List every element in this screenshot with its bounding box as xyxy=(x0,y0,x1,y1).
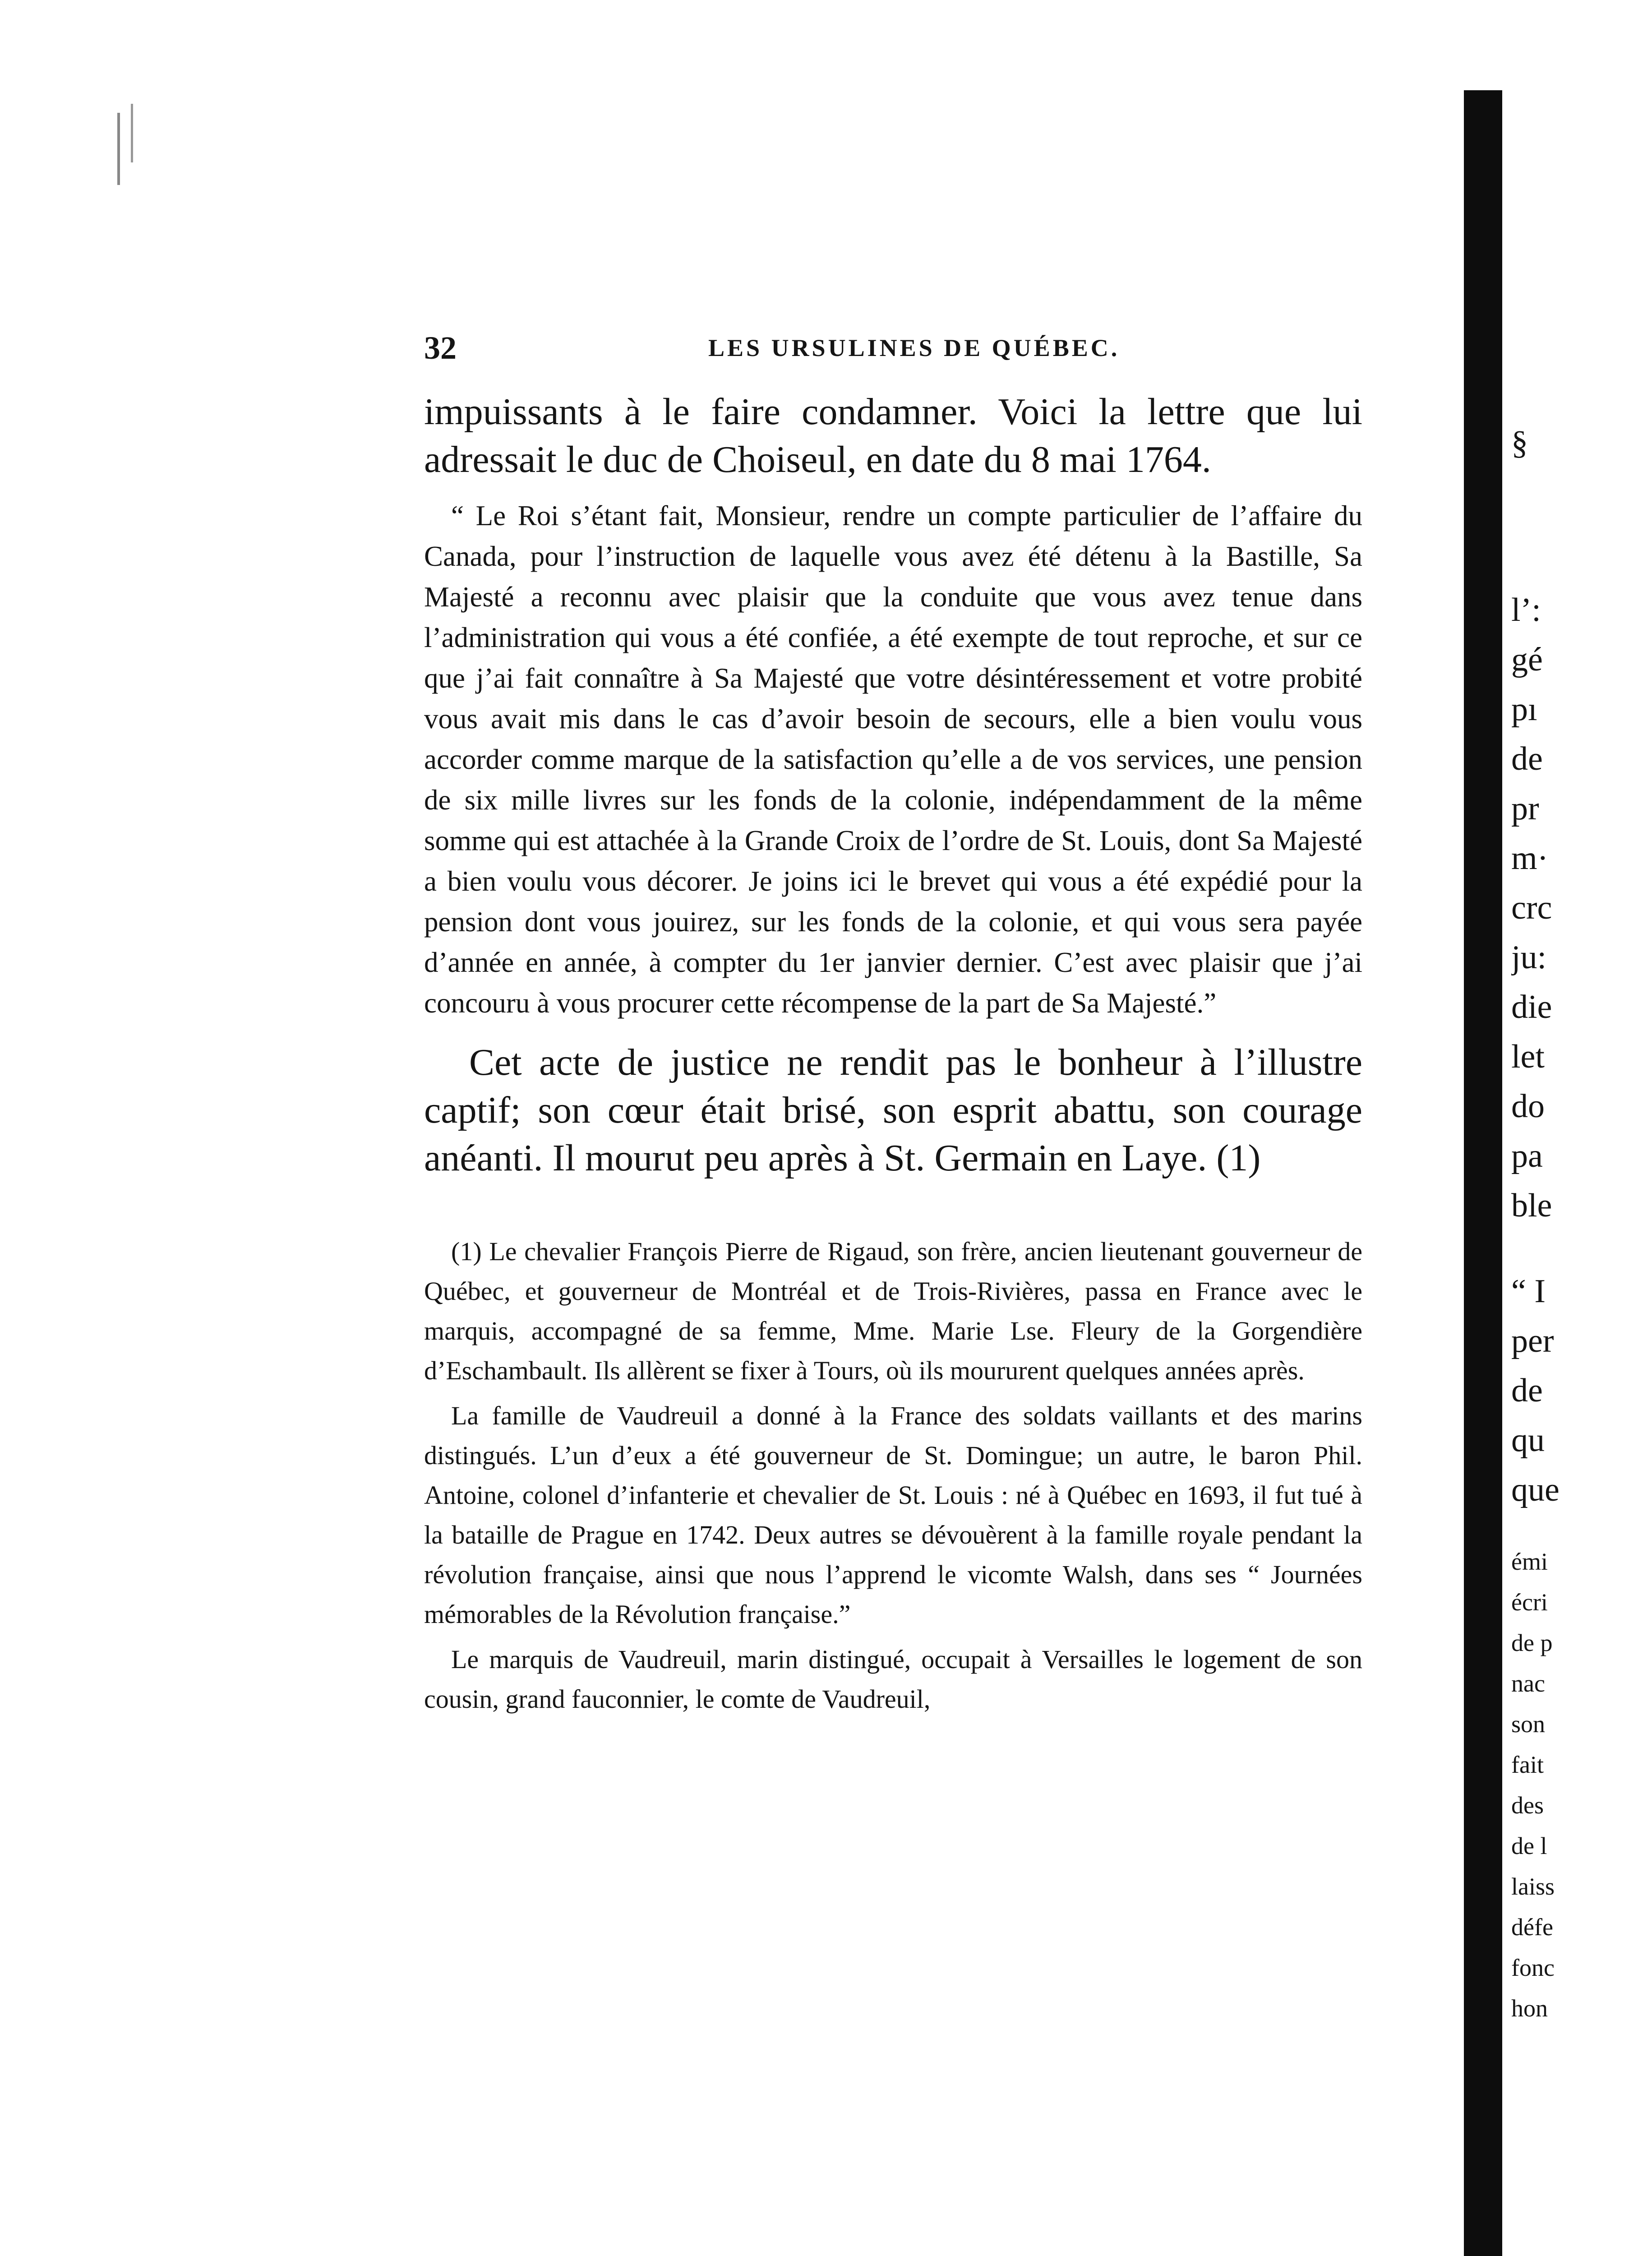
facing-fragment: nac xyxy=(1511,1670,1545,1697)
running-header xyxy=(424,329,1371,370)
facing-fragment: “ I xyxy=(1511,1273,1546,1310)
facing-page-fragment xyxy=(1511,0,1652,2256)
facing-fragment: fonc xyxy=(1511,1954,1555,1981)
facing-fragment: son xyxy=(1511,1710,1546,1738)
body-paragraph-2: Cet acte de justice ne rendit pas le bonheur à l’illustre captif; son cœur était brisé, son esprit abattu, son courage anéanti. Il mourut peu après à St. Germain en Laye. (1) xyxy=(424,1041,1362,1179)
facing-fragment: laiss xyxy=(1511,1873,1555,1900)
facing-fragment: § xyxy=(1511,425,1528,462)
footnote-3: Le marquis de Vaudreuil, marin distingué, occupait à Versailles le logement de son cousin, grand fauconnier, le comte de Vaudreuil, xyxy=(424,1645,1362,1714)
page-number: 32 xyxy=(424,330,457,366)
facing-fragment: pı xyxy=(1511,691,1537,728)
facing-fragment: de l xyxy=(1511,1832,1547,1859)
scan-speck xyxy=(117,113,120,185)
facing-fragment: pr xyxy=(1511,790,1539,827)
facing-fragment: de xyxy=(1511,1372,1543,1409)
facing-fragment: fait xyxy=(1511,1751,1544,1778)
facing-fragment: de p xyxy=(1511,1629,1553,1656)
body-paragraph-1: impuissants à le faire condamner. Voici la lettre que lui adressait le duc de Choiseul, en date du 8 mai 1764. xyxy=(424,391,1362,481)
facing-fragment: défe xyxy=(1511,1914,1553,1941)
main-text-column xyxy=(424,388,1362,1719)
facing-fragment: ju: xyxy=(1511,939,1547,976)
facing-fragment: do xyxy=(1511,1088,1545,1125)
facing-fragment: let xyxy=(1511,1038,1545,1075)
running-title: LES URSULINES DE QUÉBEC. xyxy=(708,334,1120,361)
facing-fragment: die xyxy=(1511,989,1552,1026)
facing-fragment: que xyxy=(1511,1471,1560,1508)
facing-fragment: qu xyxy=(1511,1422,1545,1459)
facing-fragment: m· xyxy=(1511,840,1549,877)
footnote-1: (1) Le chevalier François Pierre de Rigaud, son frère, ancien lieutenant gouverneur de Québec, et gouverneur de Montréal et de Trois-Rivières, passa en France avec le marquis, accompagné de sa femme, Mme. Marie Lse. Fleury de la Gorgendière d’Eschambault. Ils allèrent se fixer à Tours, où ils moururent quelques années après. xyxy=(424,1237,1362,1385)
facing-fragment: ble xyxy=(1511,1187,1552,1224)
quoted-letter: “ Le Roi s’étant fait, Monsieur, rendre un compte particulier de l’affaire du Canada, pour l’instruction de laquelle vous avez été détenu à la Bastille, Sa Majesté a reconnu avec plaisir que la conduite que vous avez tenue dans l’administration qui vous a été confiée, a été exempte de tout reproche, et sur ce que j’ai fait connaître à Sa Majesté que votre désintéressement et votre probité vous avait mis dans le cas d’avoir besoin de secours, elle a bien voulu vous accorder comme marque de la satisfaction qu’elle a de vos services, une pension de six mille livres sur les fonds de la colonie, indépendamment de la même somme qui est attachée à la Grande Croix de l’ordre de St. Louis, dont Sa Majesté a bien voulu vous décorer. Je joins ici le brevet qui vous a été expédié pour la pension dont vous jouirez, sur les fonds de la colonie, et qui vous sera payée d’année en année, à compter du 1er janvier dernier. C’est avec plaisir que j’ai concouru à vous procurer cette récompense de la part de Sa Majesté.” xyxy=(424,500,1362,1019)
facing-fragment: des xyxy=(1511,1792,1544,1819)
facing-fragment: hon xyxy=(1511,1995,1548,2022)
footnotes xyxy=(424,1232,1362,1719)
scan-speck xyxy=(131,104,133,162)
footnote-2: La famille de Vaudreuil a donné à la France des soldats vaillants et des marins distingués. L’un d’eux a été gouverneur de St. Domingue; un autre, le baron Phil. Antoine, colonel d’infanterie et chevalier de St. Louis : né à Québec en 1693, il fut tué à la bataille de Prague en 1742. Deux autres se dévouèrent à la famille royale pendant la révolution française, ainsi que nous l’apprend le vicomte Walsh, dans ses “ Journées mémorables de la Révolution française.” xyxy=(424,1401,1362,1629)
gutter-shadow xyxy=(1464,90,1502,2256)
facing-fragment: émi xyxy=(1511,1548,1548,1575)
facing-fragment: de xyxy=(1511,740,1543,777)
facing-fragment: crc xyxy=(1511,889,1552,926)
facing-fragment: per xyxy=(1511,1322,1554,1359)
facing-fragment: gé xyxy=(1511,641,1543,678)
facing-fragment: écri xyxy=(1511,1589,1548,1616)
facing-fragment: pa xyxy=(1511,1137,1543,1174)
facing-fragment: l’: xyxy=(1511,592,1541,629)
